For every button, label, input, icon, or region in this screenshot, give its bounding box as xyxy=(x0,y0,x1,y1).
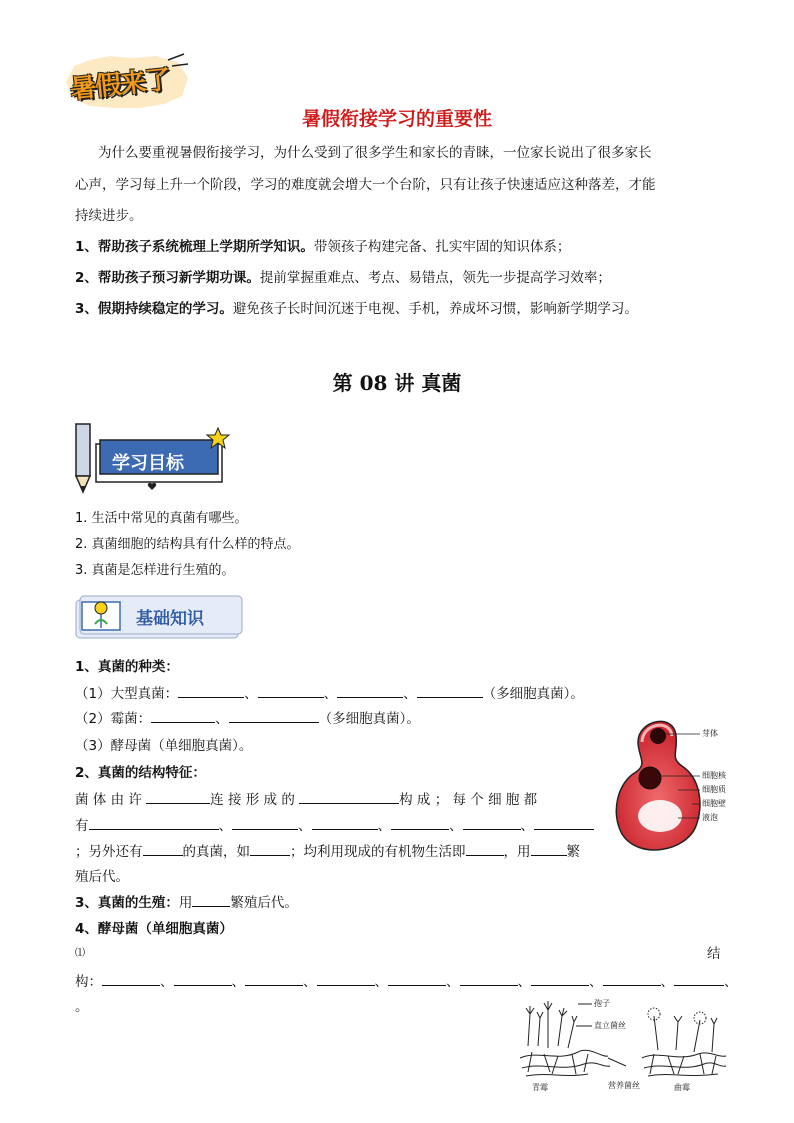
answer-blank[interactable] xyxy=(232,815,298,830)
goal-item-1: 1. 生活中常见的真菌有哪些。 xyxy=(75,511,248,526)
yeast-label-vacuole: 液泡 xyxy=(702,813,718,822)
section-4-end: 。 xyxy=(75,999,89,1015)
intro-point-2 xyxy=(75,267,611,289)
yeast-label-cytoplasm: 细胞质 xyxy=(702,785,726,794)
section-2-title: 2、真菌的结构特征： xyxy=(75,765,206,781)
separator: 、 xyxy=(303,974,317,990)
intro-para-line3: 持续进步。 xyxy=(75,208,143,224)
separator: 、 xyxy=(298,818,312,834)
separator: 、 xyxy=(160,974,174,990)
separator: 、 xyxy=(660,974,674,990)
separator: 、 xyxy=(374,974,388,990)
yeast-cell-icon xyxy=(604,712,754,858)
answer-blank[interactable] xyxy=(312,815,378,830)
goals-badge-label: 学习目标 xyxy=(112,453,184,474)
basics-badge xyxy=(74,594,246,644)
text-segment: 用 xyxy=(178,895,193,911)
answer-blank[interactable] xyxy=(317,971,375,986)
intro-para-line1: 为什么要重视暑假衔接学习，为什么受到了很多学生和家长的青睐，一位家长说出了很多家长 xyxy=(98,145,652,161)
separator: 、 xyxy=(231,974,245,990)
logo-text: 暑假来了 xyxy=(68,64,172,106)
section-3-line xyxy=(75,892,298,914)
section-2-para-line-4: 殖后代。 xyxy=(75,869,129,885)
answer-blank[interactable] xyxy=(466,841,504,856)
separator: 、 xyxy=(520,818,534,834)
mold-label-aerial-hyphae: 直立菌丝 xyxy=(594,1021,626,1030)
goal-item-3: 3. 真菌是怎样进行生殖的。 xyxy=(75,563,235,578)
separator: 、 xyxy=(215,711,229,727)
text-segment: 繁 xyxy=(566,844,580,860)
text-segment: ；另外还有 xyxy=(75,844,143,860)
point-3-bold: 3、假期持续稳定的学习。 xyxy=(75,301,233,317)
answer-blank[interactable] xyxy=(531,971,589,986)
section-1-line-2 xyxy=(75,708,420,730)
section-4-title: 4、酵母菌（单细胞真菌） xyxy=(75,921,233,937)
intro-para-line2: 心声，学习每上升一个阶段，学习的难度就会增大一个台阶，只有让孩子快速适应这种落差，才能 xyxy=(75,177,656,193)
intro-point-3 xyxy=(75,298,638,320)
section-1-title: 1、真菌的种类： xyxy=(75,659,179,675)
intro-title: 暑假衔接学习的重要性 xyxy=(301,108,492,130)
answer-blank[interactable] xyxy=(531,841,567,856)
basics-badge-label: 基础知识 xyxy=(136,609,204,629)
text-segment: 有 xyxy=(75,818,89,834)
section-4-num: ⑴ xyxy=(75,948,85,959)
separator: 、 xyxy=(589,974,603,990)
big-fungi-suffix: （多细胞真菌）。 xyxy=(482,686,584,702)
separator: 、 xyxy=(403,686,417,702)
answer-blank[interactable] xyxy=(674,971,724,986)
separator: 、 xyxy=(446,974,460,990)
answer-blank[interactable] xyxy=(463,815,521,830)
answer-blank[interactable] xyxy=(143,841,183,856)
separator: 、 xyxy=(218,818,232,834)
mold-suffix: （多细胞真菌）。 xyxy=(318,711,420,727)
section-1-line-3: （3）酵母菌（单细胞真菌）。 xyxy=(75,738,253,754)
text-segment: 构： xyxy=(75,974,102,990)
section-4-structure-line xyxy=(75,971,738,993)
answer-blank[interactable] xyxy=(229,708,319,723)
goal-item-2: 2. 真菌细胞的结构具有什么样的特点。 xyxy=(75,537,300,552)
point-1-text: 带领孩子构建完备、扎实牢固的知识体系； xyxy=(313,239,571,255)
answer-blank[interactable] xyxy=(102,971,160,986)
big-fungi-label: （1）大型真菌： xyxy=(75,686,179,702)
answer-blank[interactable] xyxy=(192,892,230,907)
text-segment: 繁殖后代。 xyxy=(230,895,298,911)
point-3-text: 避免孩子长时间沉迷于电视、手机，养成坏习惯，影响新学期学习。 xyxy=(232,301,638,317)
point-2-bold: 2、帮助孩子预习新学期功课。 xyxy=(75,270,260,286)
mold-diagram xyxy=(518,996,728,1094)
yeast-label-bud: 芽体 xyxy=(702,729,718,738)
point-2-text: 提前掌握重难点、考点、易错点，领先一步提高学习效率； xyxy=(259,270,611,286)
answer-blank[interactable] xyxy=(388,971,446,986)
answer-blank[interactable] xyxy=(391,815,449,830)
answer-blank[interactable] xyxy=(178,683,244,698)
separator: 、 xyxy=(377,818,391,834)
text-segment: 连 接 形 成 的 xyxy=(210,792,295,808)
answer-blank[interactable] xyxy=(603,971,661,986)
mold-label-penicillium: 青霉 xyxy=(532,1083,548,1092)
separator: 、 xyxy=(517,974,531,990)
text-segment: 的真菌，如 xyxy=(182,844,250,860)
mold-label: （2）霉菌： xyxy=(75,711,152,727)
answer-blank[interactable] xyxy=(460,971,518,986)
mold-label-vegetative-hyphae: 营养菌丝 xyxy=(608,1081,640,1090)
section-3-title: 3、真菌的生殖： xyxy=(75,895,179,911)
separator: 、 xyxy=(244,686,258,702)
yeast-cell-diagram xyxy=(604,712,754,858)
section-4-jie: 结 xyxy=(707,946,721,962)
answer-blank[interactable] xyxy=(337,683,403,698)
text-segment: ；均利用现成的有机物生活即 xyxy=(290,844,466,860)
text-segment: ，用 xyxy=(503,844,531,860)
lecture-title: 第 08 讲 真菌 xyxy=(332,371,462,395)
answer-blank[interactable] xyxy=(245,971,303,986)
yeast-label-cell-wall: 细胞壁 xyxy=(702,799,726,808)
mold-label-spore: 孢子 xyxy=(594,999,610,1008)
answer-blank[interactable] xyxy=(146,789,210,804)
section-1-line-1 xyxy=(75,683,584,705)
answer-blank[interactable] xyxy=(89,815,219,830)
mold-label-aspergillus: 曲霉 xyxy=(674,1083,690,1092)
answer-blank[interactable] xyxy=(534,815,594,830)
answer-blank[interactable] xyxy=(151,708,215,723)
summer-logo xyxy=(60,52,192,112)
text-segment: 构 成 ； 每 个 细 胞 都 xyxy=(399,792,538,808)
separator: 、 xyxy=(724,974,738,990)
answer-blank[interactable] xyxy=(174,971,232,986)
point-1-bold: 1、帮助孩子系统梳理上学期所学知识。 xyxy=(75,239,314,255)
text-segment: 菌 体 由 许 xyxy=(75,792,142,808)
yeast-label-nucleus: 细胞核 xyxy=(702,771,726,780)
answer-blank[interactable] xyxy=(299,789,399,804)
section-2-para-line-2 xyxy=(75,815,594,837)
answer-blank[interactable] xyxy=(417,683,483,698)
answer-blank[interactable] xyxy=(250,841,290,856)
answer-blank[interactable] xyxy=(258,683,324,698)
section-2-para-line-3 xyxy=(75,841,580,863)
separator: 、 xyxy=(449,818,463,834)
section-2-para-line-1 xyxy=(75,789,537,811)
separator: 、 xyxy=(323,686,338,702)
intro-point-1 xyxy=(75,236,570,258)
goals-badge xyxy=(68,422,236,494)
